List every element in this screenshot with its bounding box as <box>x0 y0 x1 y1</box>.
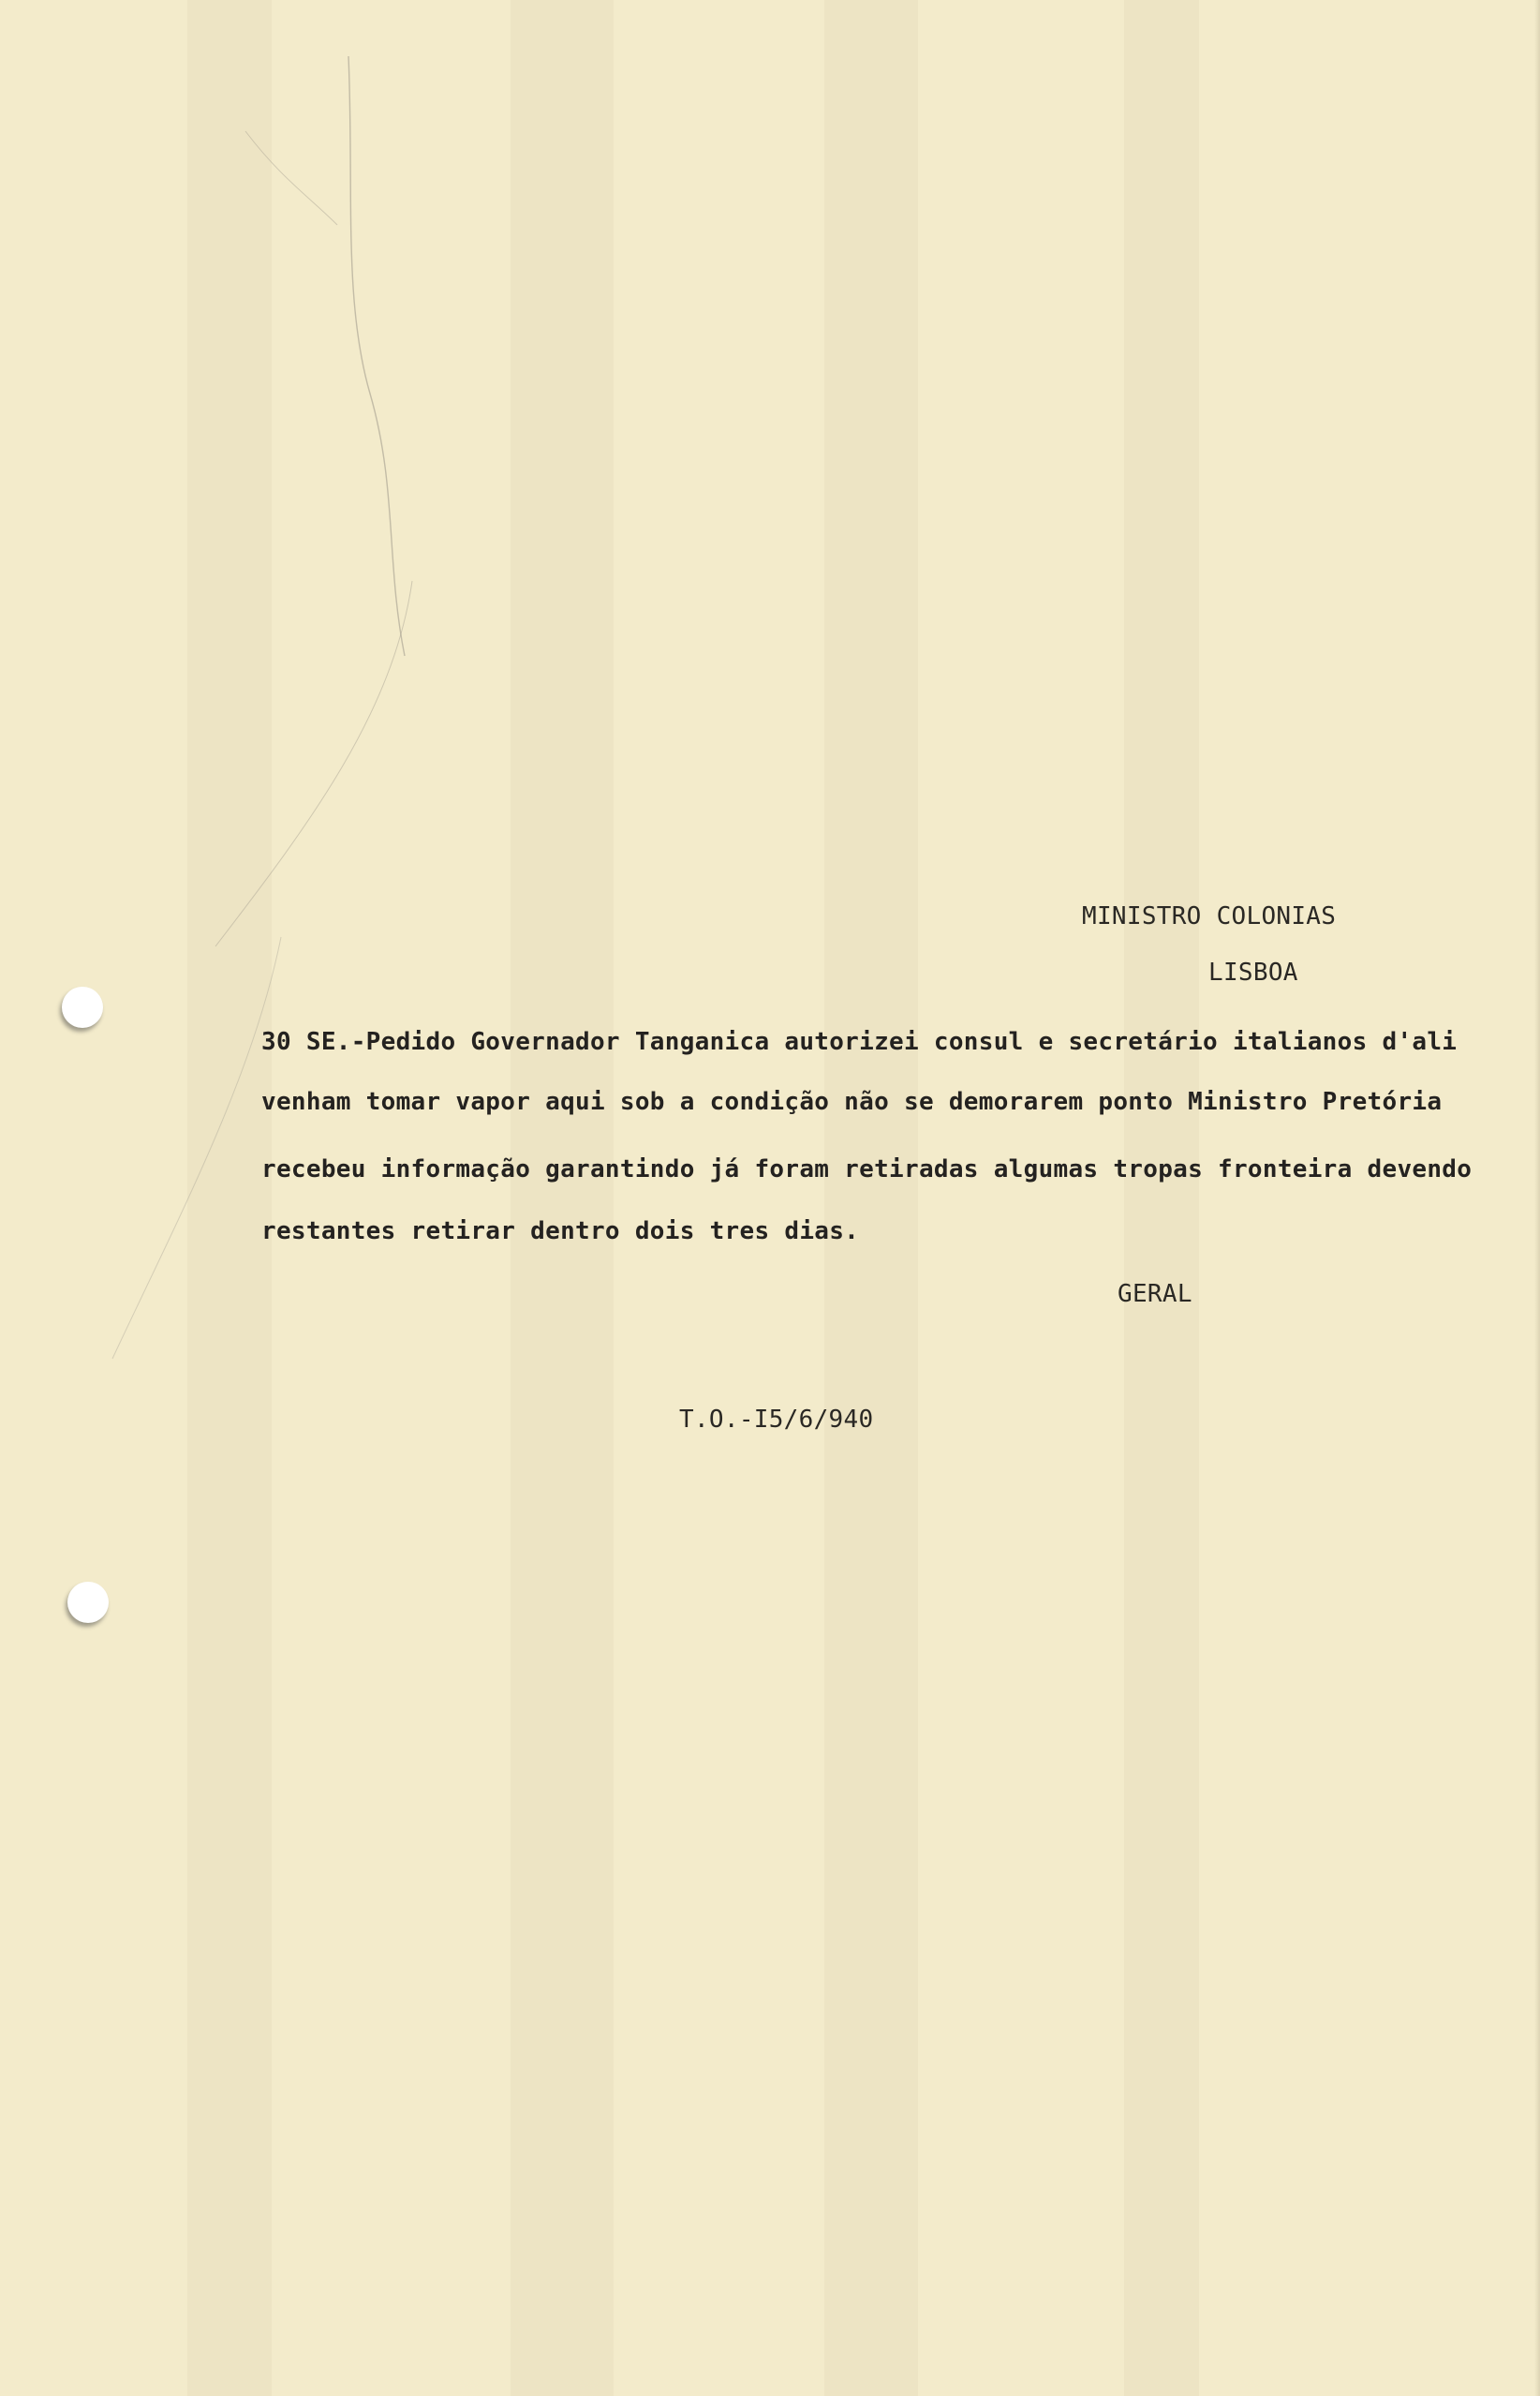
addressee: MINISTRO COLONIAS <box>1082 902 1337 930</box>
paper-band <box>1124 0 1199 2396</box>
page-edge-shadow <box>1534 0 1540 2396</box>
body-line: recebeu informação garantindo já foram retiradas algumas tropas fronteira devendo <box>261 1155 1473 1183</box>
body-line: 30 SE.-Pedido Governador Tanganica autorizei consul e secretário italianos d'ali <box>261 1028 1458 1056</box>
body-line: venham tomar vapor aqui sob a condição não se demorarem ponto Ministro Pretória <box>261 1088 1443 1116</box>
punch-hole <box>67 1582 109 1623</box>
paper-band <box>824 0 918 2396</box>
city: LISBOA <box>1208 959 1298 987</box>
reference-code: T.O.-I5/6/940 <box>679 1406 874 1434</box>
body-line: restantes retirar dentro dois tres dias. <box>261 1217 860 1245</box>
signature: GERAL <box>1118 1280 1192 1308</box>
paper-band <box>511 0 614 2396</box>
paper-band <box>187 0 272 2396</box>
punch-hole <box>62 987 103 1028</box>
